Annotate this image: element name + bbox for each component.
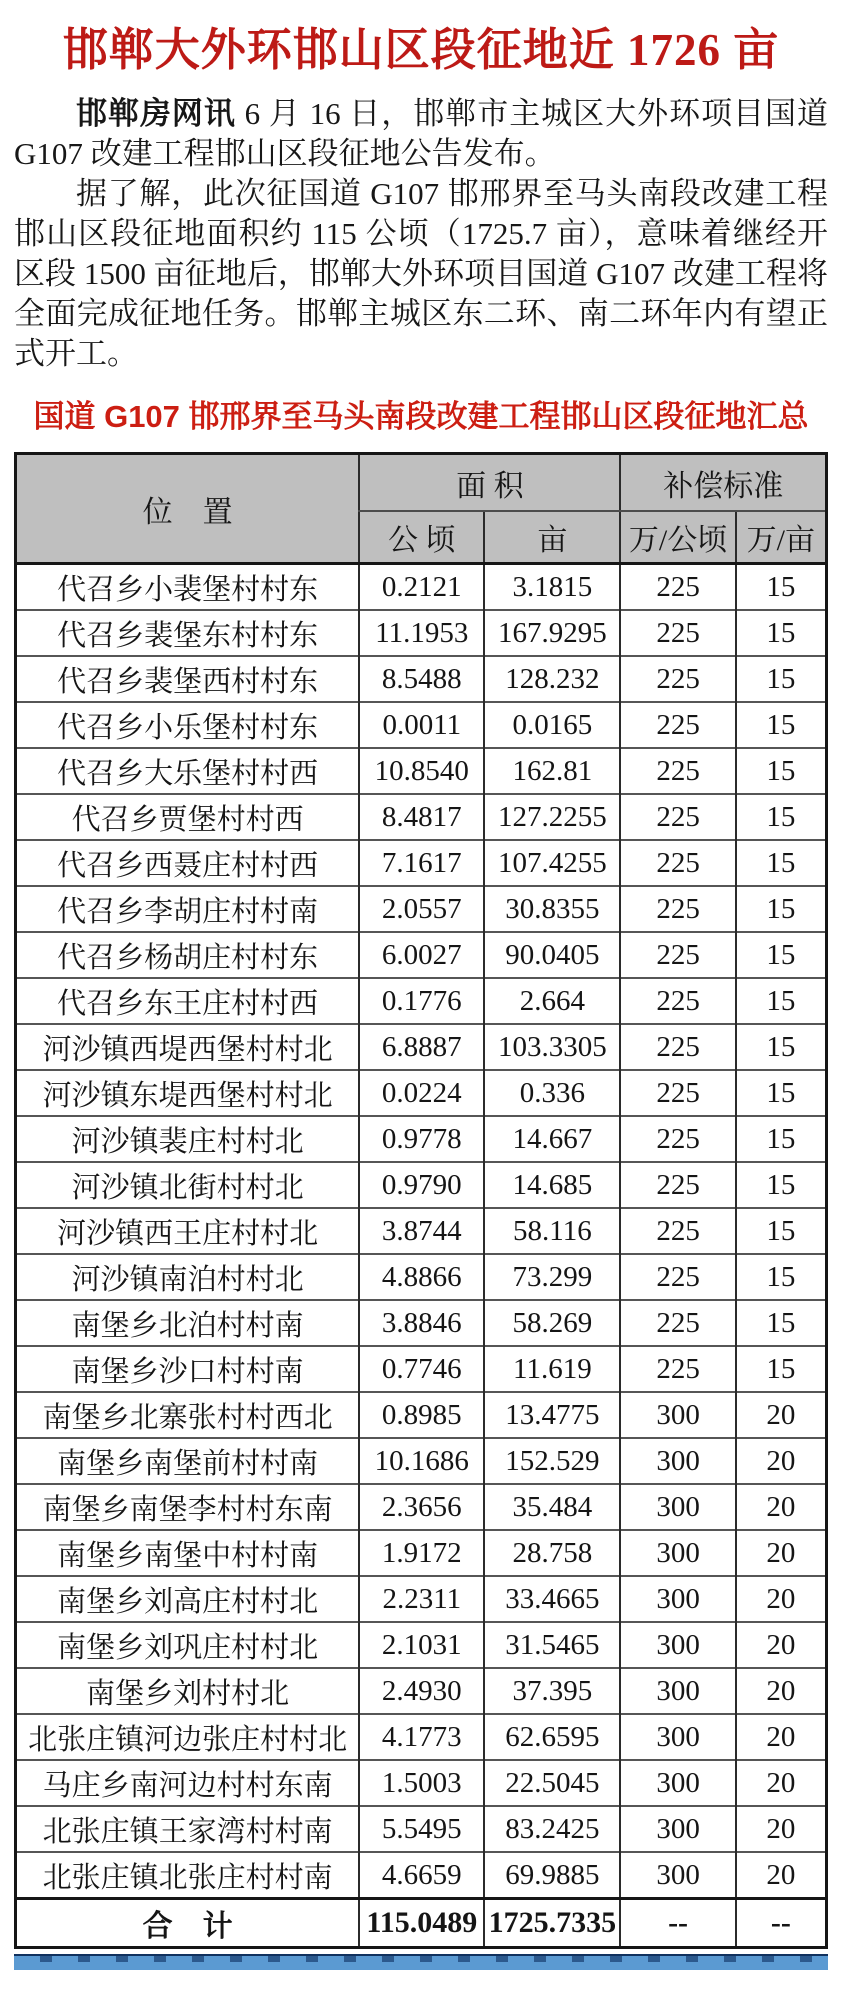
location-cell: 河沙镇北街村村北 [16,1162,360,1208]
table-row [16,656,827,702]
rate-mu-cell: 15 [736,656,827,702]
rate-hectare-cell: 225 [620,1208,735,1254]
rate-mu-cell: 15 [736,1208,827,1254]
mu-cell: 128.232 [484,656,620,702]
rate-hectare-cell: 225 [620,1162,735,1208]
table-row [16,610,827,656]
location-cell: 河沙镇西堤西堡村村北 [16,1024,360,1070]
rate-mu-cell: 20 [736,1852,827,1899]
location-cell: 马庄乡南河边村村东南 [16,1760,360,1806]
rate-hectare-cell: 225 [620,564,735,611]
rate-mu-cell: 20 [736,1576,827,1622]
rate-mu-cell: 20 [736,1392,827,1438]
location-cell: 河沙镇东堤西堡村村北 [16,1070,360,1116]
location-cell: 北张庄镇王家湾村村南 [16,1806,360,1852]
rate-hectare-cell: 225 [620,1024,735,1070]
mu-cell: 62.6595 [484,1714,620,1760]
rate-hectare-cell: 225 [620,1346,735,1392]
page-title: 邯郸大外环邯山区段征地近 1726 亩 [62,25,780,75]
mu-cell: 167.9295 [484,610,620,656]
location-cell: 南堡乡南堡前村村南 [16,1438,360,1484]
rate-mu-cell: 20 [736,1714,827,1760]
location-cell: 南堡乡沙口村村南 [16,1346,360,1392]
location-cell: 代召乡东王庄村村西 [16,978,360,1024]
location-cell: 南堡乡刘村村北 [16,1668,360,1714]
col-header-mu: 亩 [484,511,620,564]
table-row [16,702,827,748]
rate-hectare-cell: 300 [620,1392,735,1438]
location-cell: 南堡乡北寨张村村西北 [16,1392,360,1438]
footer-bar [14,1954,828,1970]
mu-cell: 22.5045 [484,1760,620,1806]
hectare-cell: 0.9778 [359,1116,484,1162]
location-cell: 南堡乡南堡中村村南 [16,1530,360,1576]
table-row [16,1668,827,1714]
rate-mu-cell: 15 [736,610,827,656]
col-header-location: 位 置 [16,454,360,564]
location-cell: 南堡乡南堡李村村东南 [16,1484,360,1530]
rate-mu-cell: 15 [736,564,827,611]
rate-mu-cell: 20 [736,1622,827,1668]
table-row [16,1162,827,1208]
rate-hectare-cell: 225 [620,794,735,840]
location-cell: 河沙镇南泊村村北 [16,1254,360,1300]
location-cell: 代召乡小乐堡村村东 [16,702,360,748]
total-rate-mu-cell: -- [736,1899,827,1948]
mu-cell: 33.4665 [484,1576,620,1622]
rate-mu-cell: 20 [736,1668,827,1714]
total-rate-hectare-cell: -- [620,1899,735,1948]
table-row [16,1116,827,1162]
table-row [16,978,827,1024]
table-row [16,1622,827,1668]
table-row [16,1760,827,1806]
mu-cell: 28.758 [484,1530,620,1576]
hectare-cell: 4.6659 [359,1852,484,1899]
table-row [16,1208,827,1254]
hectare-cell: 10.8540 [359,748,484,794]
rate-mu-cell: 15 [736,1070,827,1116]
rate-hectare-cell: 225 [620,886,735,932]
table-row [16,1070,827,1116]
paragraph-1 [14,94,828,174]
location-cell: 代召乡大乐堡村村西 [16,748,360,794]
location-cell: 代召乡裴堡西村村东 [16,656,360,702]
rate-hectare-cell: 300 [620,1530,735,1576]
table-row [16,1254,827,1300]
col-header-rate-per-hectare: 万/公顷 [620,511,735,564]
mu-cell: 127.2255 [484,794,620,840]
rate-mu-cell: 15 [736,1162,827,1208]
rate-hectare-cell: 300 [620,1576,735,1622]
table-caption: 国道 G107 邯邢界至马头南段改建工程邯山区段征地汇总 [33,399,809,434]
hectare-cell: 6.8887 [359,1024,484,1070]
rate-hectare-cell: 225 [620,656,735,702]
rate-hectare-cell: 225 [620,610,735,656]
hectare-cell: 10.1686 [359,1438,484,1484]
mu-cell: 0.0165 [484,702,620,748]
rate-hectare-cell: 225 [620,748,735,794]
hectare-cell: 2.4930 [359,1668,484,1714]
table-row [16,748,827,794]
hectare-cell: 0.8985 [359,1392,484,1438]
mu-cell: 13.4775 [484,1392,620,1438]
mu-cell: 152.529 [484,1438,620,1484]
table-row [16,932,827,978]
mu-cell: 0.336 [484,1070,620,1116]
location-cell: 代召乡西聂庄村村西 [16,840,360,886]
total-hectare-cell: 115.0489 [359,1899,484,1948]
hectare-cell: 0.7746 [359,1346,484,1392]
rate-mu-cell: 20 [736,1438,827,1484]
rate-mu-cell: 20 [736,1806,827,1852]
location-cell: 北张庄镇北张庄村村南 [16,1852,360,1899]
rate-hectare-cell: 300 [620,1714,735,1760]
mu-cell: 30.8355 [484,886,620,932]
table-row [16,1852,827,1899]
hectare-cell: 5.5495 [359,1806,484,1852]
location-cell: 代召乡裴堡东村村东 [16,610,360,656]
mu-cell: 83.2425 [484,1806,620,1852]
location-cell: 河沙镇裴庄村村北 [16,1116,360,1162]
rate-mu-cell: 15 [736,886,827,932]
hectare-cell: 0.0011 [359,702,484,748]
location-cell: 河沙镇西王庄村村北 [16,1208,360,1254]
hectare-cell: 0.0224 [359,1070,484,1116]
mu-cell: 11.619 [484,1346,620,1392]
col-header-rate-per-mu: 万/亩 [736,511,827,564]
rate-hectare-cell: 300 [620,1760,735,1806]
hectare-cell: 11.1953 [359,610,484,656]
mu-cell: 107.4255 [484,840,620,886]
table-row [16,1300,827,1346]
rate-hectare-cell: 225 [620,1116,735,1162]
mu-cell: 58.116 [484,1208,620,1254]
hectare-cell: 8.4817 [359,794,484,840]
mu-cell: 58.269 [484,1300,620,1346]
mu-cell: 90.0405 [484,932,620,978]
location-cell: 代召乡杨胡庄村村东 [16,932,360,978]
rate-mu-cell: 15 [736,978,827,1024]
col-header-hectare: 公 顷 [359,511,484,564]
mu-cell: 3.1815 [484,564,620,611]
table-row [16,794,827,840]
table-row [16,564,827,611]
hectare-cell: 2.2311 [359,1576,484,1622]
rate-mu-cell: 15 [736,1300,827,1346]
rate-mu-cell: 20 [736,1484,827,1530]
col-header-compensation-group: 补偿标准 [620,454,826,512]
rate-hectare-cell: 300 [620,1806,735,1852]
hectare-cell: 3.8744 [359,1208,484,1254]
paragraph-2 [14,174,828,374]
hectare-cell: 8.5488 [359,656,484,702]
hectare-cell: 2.1031 [359,1622,484,1668]
table-body [16,564,827,1899]
rate-hectare-cell: 225 [620,1254,735,1300]
rate-hectare-cell: 225 [620,1070,735,1116]
rate-mu-cell: 20 [736,1760,827,1806]
hectare-cell: 2.0557 [359,886,484,932]
hectare-cell: 7.1617 [359,840,484,886]
rate-hectare-cell: 300 [620,1622,735,1668]
table-row [16,1714,827,1760]
mu-cell: 14.685 [484,1162,620,1208]
rate-mu-cell: 15 [736,794,827,840]
paragraph-1-text: 6 月 16 日，邯郸市主城区大外环项目国道 G107 改建工程邯山区段征地公告发布。 [14,96,829,171]
rate-hectare-cell: 300 [620,1668,735,1714]
table-header [16,454,827,564]
table-row [16,840,827,886]
mu-cell: 35.484 [484,1484,620,1530]
mu-cell: 69.9885 [484,1852,620,1899]
total-label: 合 计 [16,1899,360,1948]
hectare-cell: 3.8846 [359,1300,484,1346]
table-row [16,1346,827,1392]
rate-mu-cell: 15 [736,1254,827,1300]
table-row [16,1484,827,1530]
rate-mu-cell: 15 [736,1116,827,1162]
rate-mu-cell: 15 [736,748,827,794]
table-row [16,886,827,932]
mu-cell: 103.3305 [484,1024,620,1070]
hectare-cell: 2.3656 [359,1484,484,1530]
location-cell: 代召乡小裴堡村村东 [16,564,360,611]
rate-mu-cell: 15 [736,1346,827,1392]
location-cell: 南堡乡北泊村村南 [16,1300,360,1346]
table-row [16,1530,827,1576]
mu-cell: 2.664 [484,978,620,1024]
location-cell: 南堡乡刘巩庄村村北 [16,1622,360,1668]
rate-hectare-cell: 225 [620,840,735,886]
mu-cell: 73.299 [484,1254,620,1300]
mu-cell: 162.81 [484,748,620,794]
hectare-cell: 0.2121 [359,564,484,611]
col-header-area-group: 面 积 [359,454,620,512]
location-cell: 代召乡李胡庄村村南 [16,886,360,932]
location-cell: 代召乡贾堡村村西 [16,794,360,840]
rate-hectare-cell: 225 [620,702,735,748]
rate-mu-cell: 15 [736,932,827,978]
rate-hectare-cell: 225 [620,932,735,978]
table-row [16,1806,827,1852]
rate-mu-cell: 15 [736,1024,827,1070]
mu-cell: 37.395 [484,1668,620,1714]
table-row [16,1392,827,1438]
mu-cell: 14.667 [484,1116,620,1162]
hectare-cell: 4.1773 [359,1714,484,1760]
hectare-cell: 6.0027 [359,932,484,978]
rate-mu-cell: 15 [736,840,827,886]
hectare-cell: 0.9790 [359,1162,484,1208]
table-row [16,1438,827,1484]
table-row [16,1024,827,1070]
mu-cell: 31.5465 [484,1622,620,1668]
hectare-cell: 4.8866 [359,1254,484,1300]
hectare-cell: 0.1776 [359,978,484,1024]
hectare-cell: 1.9172 [359,1530,484,1576]
rate-hectare-cell: 300 [620,1438,735,1484]
location-cell: 南堡乡刘高庄村村北 [16,1576,360,1622]
total-row [16,1899,827,1948]
location-cell: 北张庄镇河边张庄村村北 [16,1714,360,1760]
total-mu-cell: 1725.7335 [484,1899,620,1948]
rate-hectare-cell: 225 [620,1300,735,1346]
rate-hectare-cell: 225 [620,978,735,1024]
rate-mu-cell: 15 [736,702,827,748]
rate-mu-cell: 20 [736,1530,827,1576]
land-acquisition-table [14,452,828,1949]
hectare-cell: 1.5003 [359,1760,484,1806]
paragraph-1-lead: 邯郸房网讯 [76,96,236,131]
rate-hectare-cell: 300 [620,1484,735,1530]
paragraph-2-text: 据了解，此次征国道 G107 邯邢界至马头南段改建工程邯山区段征地面积约 115 公顷（1725.7 亩），意味着继经开区段 1500 亩征地后，邯郸大外环项目国道 G107 改建工程将全面完成征地任务。邯郸主城区东二环、南二环年内有望正式开工。 [14,176,828,371]
rate-hectare-cell: 300 [620,1852,735,1899]
table-row [16,1576,827,1622]
